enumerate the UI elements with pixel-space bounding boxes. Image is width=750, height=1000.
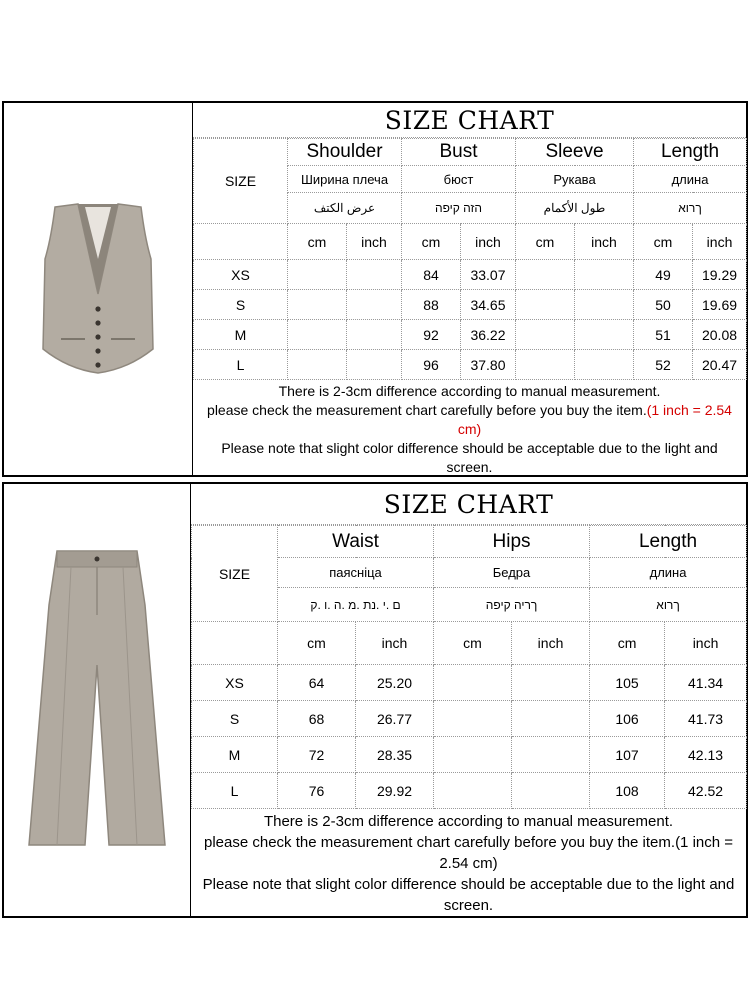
vest-cell (575, 260, 634, 290)
vest-cell (288, 290, 347, 320)
pants-row-size: L (192, 773, 278, 809)
vest-row-size: XS (194, 260, 288, 290)
pants-size-label: SIZE (192, 526, 278, 622)
pants-row-size: M (192, 737, 278, 773)
vest-unit-cm: cm (288, 224, 347, 260)
vest-col-shoulder-local: عرض الكتف (288, 193, 402, 224)
vest-cell (347, 290, 402, 320)
pants-unit-cm: cm (278, 622, 356, 665)
vest-cell: 36.22 (461, 320, 516, 350)
vest-note-3: Please note that slight color difference should be acceptable due to the light and screen. (221, 440, 718, 475)
vest-notes (193, 380, 746, 479)
vest-cell: 37.80 (461, 350, 516, 380)
vest-cell: 19.29 (693, 260, 747, 290)
pants-col-hips: Hips (434, 526, 590, 558)
pants-unit-cm: cm (434, 622, 512, 665)
vest-cell (347, 260, 402, 290)
vest-cell (516, 260, 575, 290)
vest-unit-inch: inch (693, 224, 747, 260)
vest-cell (575, 350, 634, 380)
vest-cell: 49 (634, 260, 693, 290)
vest-unit-cm: cm (402, 224, 461, 260)
vest-col-bust-local: הזה קיפה (402, 193, 516, 224)
pants-cell: 41.34 (665, 665, 747, 701)
vest-cell (347, 350, 402, 380)
vest-cell: 20.08 (693, 320, 747, 350)
pants-cell: 26.77 (356, 701, 434, 737)
pants-row-size: XS (192, 665, 278, 701)
vest-cell (288, 350, 347, 380)
pants-cell: 76 (278, 773, 356, 809)
vest-unit-inch: inch (461, 224, 516, 260)
pants-unit-cm: cm (590, 622, 665, 665)
pants-image-box (4, 484, 191, 916)
vest-col-sleeve-ru: Рукава (516, 166, 634, 193)
pants-row-size: S (192, 701, 278, 737)
vest-cell: 20.47 (693, 350, 747, 380)
vest-col-bust: Bust (402, 139, 516, 166)
vest-note-2 (199, 401, 740, 439)
pants-notes (191, 809, 746, 918)
pants-cell (512, 701, 590, 737)
vest-cell (516, 350, 575, 380)
pants-chart-title: SIZE CHART (191, 484, 746, 525)
pants-col-waist: Waist (278, 526, 434, 558)
vest-image-box (4, 103, 193, 475)
vest-cell (516, 290, 575, 320)
pants-cell (434, 701, 512, 737)
pants-col-waist-local: ם .י .נת .מ .ה .ו .ק (278, 588, 434, 622)
pants-col-length-local: ךרוא (590, 588, 747, 622)
pants-image (27, 545, 167, 855)
pants-unit-inch: inch (512, 622, 590, 665)
pants-note-3: Please note that slight color difference should be acceptable due to the light and screen. (202, 876, 735, 914)
pants-col-hips-ru: Бедра (434, 558, 590, 588)
pants-cell: 68 (278, 701, 356, 737)
vest-cell: 33.07 (461, 260, 516, 290)
vest-col-bust-ru: бюст (402, 166, 516, 193)
vest-cell (347, 320, 402, 350)
pants-cell: 42.13 (665, 737, 747, 773)
vest-row-size: M (194, 320, 288, 350)
pants-cell: 108 (590, 773, 665, 809)
vest-chart-title: SIZE CHART (193, 103, 746, 138)
pants-unit-spacer (192, 622, 278, 665)
vest-unit-spacer (194, 224, 288, 260)
vest-cell (516, 320, 575, 350)
vest-size-table (193, 138, 747, 380)
vest-row-l (194, 350, 747, 380)
vest-note-2-inch: (1 inch = 2.54 cm) (457, 402, 732, 437)
vest-cell: 19.69 (693, 290, 747, 320)
pants-col-length-ru: длина (590, 558, 747, 588)
vest-note-1: There is 2-3cm difference according to manual measurement. (278, 383, 661, 399)
pants-cell: 29.92 (356, 773, 434, 809)
pants-col-waist-ru: паясніца (278, 558, 434, 588)
vest-unit-cm: cm (634, 224, 693, 260)
vest-row-size: S (194, 290, 288, 320)
pants-cell (512, 737, 590, 773)
pants-row-l (192, 773, 747, 809)
vest-cell: 92 (402, 320, 461, 350)
vest-cell: 84 (402, 260, 461, 290)
vest-cell (575, 290, 634, 320)
vest-cell (288, 260, 347, 290)
vest-cell: 51 (634, 320, 693, 350)
vest-size-panel (2, 101, 748, 477)
pants-row-m (192, 737, 747, 773)
vest-col-sleeve-local: طول الأكمام (516, 193, 634, 224)
pants-row-s (192, 701, 747, 737)
vest-col-sleeve: Sleeve (516, 139, 634, 166)
pants-cell (512, 773, 590, 809)
pants-size-panel (2, 482, 748, 918)
pants-cell: 72 (278, 737, 356, 773)
pants-note-2: please check the measurement chart carefully before you buy the item.(1 inch = 2.54 cm) (203, 834, 734, 872)
vest-cell: 96 (402, 350, 461, 380)
vest-row-xs (194, 260, 747, 290)
vest-cell: 50 (634, 290, 693, 320)
vest-cell: 52 (634, 350, 693, 380)
vest-unit-cm: cm (516, 224, 575, 260)
vest-cell: 34.65 (461, 290, 516, 320)
vest-row-size: L (194, 350, 288, 380)
vest-size-label: SIZE (194, 139, 288, 224)
pants-cell (434, 737, 512, 773)
pants-cell (512, 665, 590, 701)
vest-cell: 88 (402, 290, 461, 320)
vest-unit-inch: inch (347, 224, 402, 260)
vest-unit-inch: inch (575, 224, 634, 260)
pants-cell: 105 (590, 665, 665, 701)
pants-cell: 41.73 (665, 701, 747, 737)
pants-cell (434, 773, 512, 809)
pants-unit-inch: inch (665, 622, 747, 665)
pants-cell: 42.52 (665, 773, 747, 809)
pants-note-1: There is 2-3cm difference according to manual measurement. (263, 813, 674, 830)
vest-row-s (194, 290, 747, 320)
vest-note-2-text: please check the measurement chart carefully before you buy the item. (207, 402, 647, 418)
vest-col-length: Length (634, 139, 747, 166)
pants-size-chart (191, 484, 746, 916)
pants-cell: 107 (590, 737, 665, 773)
vest-col-shoulder-ru: Ширина плеча (288, 166, 402, 193)
vest-image (33, 199, 163, 379)
pants-cell: 106 (590, 701, 665, 737)
vest-col-length-local: ךרוא (634, 193, 747, 224)
pants-col-hips-local: ךריה קיפה (434, 588, 590, 622)
vest-col-shoulder: Shoulder (288, 139, 402, 166)
pants-cell (434, 665, 512, 701)
vest-cell (288, 320, 347, 350)
pants-cell: 28.35 (356, 737, 434, 773)
vest-cell (575, 320, 634, 350)
vest-row-m (194, 320, 747, 350)
pants-size-table (191, 525, 747, 809)
pants-unit-inch: inch (356, 622, 434, 665)
pants-row-xs (192, 665, 747, 701)
vest-col-length-ru: длина (634, 166, 747, 193)
pants-col-length: Length (590, 526, 747, 558)
vest-size-chart (193, 103, 746, 475)
pants-cell: 25.20 (356, 665, 434, 701)
pants-cell: 64 (278, 665, 356, 701)
